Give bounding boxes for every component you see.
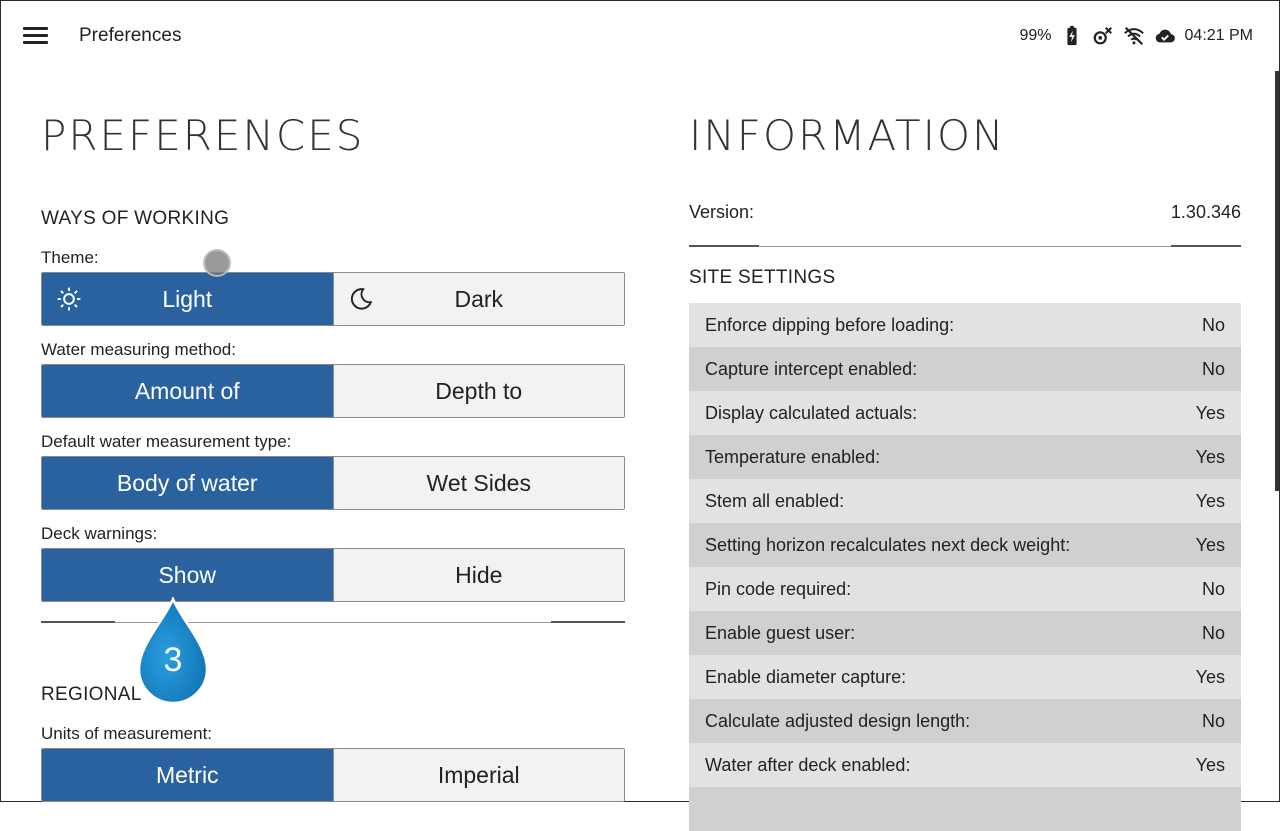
setting-value: Yes: [1195, 534, 1225, 555]
setting-value: No: [1201, 710, 1225, 731]
clock: 04:21 PM: [1184, 27, 1253, 44]
top-bar: [1, 1, 1279, 71]
section-divider: [41, 622, 625, 623]
deck-warnings-label: Deck warnings:: [41, 524, 158, 543]
touch-cursor-indicator: [203, 249, 231, 277]
theme-light-option[interactable]: [42, 273, 333, 325]
water-type-wet-sides-option[interactable]: Wet Sides: [333, 457, 625, 509]
units-label: Units of measurement:: [41, 724, 213, 743]
setting-row: [689, 479, 1241, 523]
sun-icon: [56, 286, 82, 312]
setting-label: Capture intercept enabled:: [705, 358, 918, 379]
deck-warnings-hide-option[interactable]: Hide: [333, 549, 625, 601]
water-type-toggle: [41, 456, 625, 510]
setting-label: Enable diameter capture:: [705, 666, 907, 687]
section-divider-accent-right: [551, 621, 625, 623]
setting-row: [689, 787, 1241, 831]
app-title: Preferences: [79, 25, 182, 46]
regional-heading: REGIONAL: [41, 684, 142, 705]
water-method-toggle: [41, 364, 625, 418]
units-metric-option[interactable]: Metric: [42, 749, 333, 801]
deck-warnings-show-option[interactable]: Show: [42, 549, 333, 601]
water-method-label: Water measuring method:: [41, 340, 236, 359]
units-imperial-option[interactable]: Imperial: [333, 749, 625, 801]
units-toggle: [41, 748, 625, 802]
setting-label: Calculate adjusted design length:: [705, 710, 971, 731]
setting-value: Yes: [1195, 446, 1225, 467]
status-bar: [1019, 23, 1253, 49]
theme-dark-label: Dark: [454, 285, 504, 312]
water-type-label: Default water measurement type:: [41, 432, 292, 451]
setting-label: Stem all enabled:: [705, 490, 845, 511]
setting-label: Display calculated actuals:: [705, 402, 918, 423]
water-method-amount-option[interactable]: Amount of: [42, 365, 333, 417]
ways-of-working-heading: WAYS OF WORKING: [41, 208, 230, 229]
info-divider-accent-right: [1171, 245, 1241, 247]
satellite-off-icon: [1092, 25, 1114, 47]
setting-label: Setting horizon recalculates next deck weight:: [705, 534, 1071, 555]
theme-dark-option[interactable]: [333, 273, 625, 325]
setting-value: Yes: [1195, 754, 1225, 775]
setting-row: [689, 655, 1241, 699]
setting-row: [689, 303, 1241, 347]
setting-row: [689, 347, 1241, 391]
menu-icon[interactable]: [23, 27, 49, 45]
version-label: Version:: [689, 202, 755, 222]
cloud-done-icon: [1154, 25, 1176, 47]
setting-label: Enable guest user:: [705, 622, 856, 643]
setting-row: [689, 743, 1241, 787]
setting-row: [689, 435, 1241, 479]
setting-row: [689, 523, 1241, 567]
version-value: 1.30.346: [1170, 202, 1241, 222]
setting-label: Water after deck enabled:: [705, 754, 911, 775]
preferences-title: PREFERENCES: [41, 111, 365, 160]
theme-toggle: [41, 272, 625, 326]
setting-row: [689, 699, 1241, 743]
info-divider-accent-left: [689, 245, 759, 247]
setting-value: No: [1201, 622, 1225, 643]
moon-icon: [348, 286, 374, 312]
section-divider-accent-left: [41, 621, 115, 623]
deck-warnings-toggle: [41, 548, 625, 602]
site-settings-list: [689, 303, 1241, 831]
setting-label: Temperature enabled:: [705, 446, 881, 467]
tutorial-step-number: 3: [163, 641, 183, 679]
setting-value: Yes: [1195, 402, 1225, 423]
setting-row: [689, 611, 1241, 655]
setting-value: Yes: [1195, 666, 1225, 687]
setting-value: Yes: [1195, 490, 1225, 511]
wifi-off-icon: [1123, 25, 1145, 47]
setting-value: No: [1201, 358, 1225, 379]
setting-value: No: [1201, 578, 1225, 599]
info-divider: [689, 246, 1241, 247]
information-title: INFORMATION: [689, 111, 1006, 160]
setting-label: Enforce dipping before loading:: [705, 314, 955, 335]
scrollbar-thumb[interactable]: [1275, 71, 1279, 491]
site-settings-heading: SITE SETTINGS: [689, 267, 836, 288]
theme-label: Theme:: [41, 248, 99, 267]
version-row: [689, 202, 1241, 223]
setting-row: [689, 567, 1241, 611]
battery-percentage: 99%: [1019, 27, 1052, 44]
setting-label: Pin code required:: [705, 578, 852, 599]
setting-value: No: [1201, 314, 1225, 335]
battery-charging-icon: [1061, 25, 1083, 47]
theme-light-label: Light: [162, 285, 213, 312]
water-method-depth-option[interactable]: Depth to: [333, 365, 625, 417]
water-type-body-option[interactable]: Body of water: [42, 457, 333, 509]
setting-row: [689, 391, 1241, 435]
